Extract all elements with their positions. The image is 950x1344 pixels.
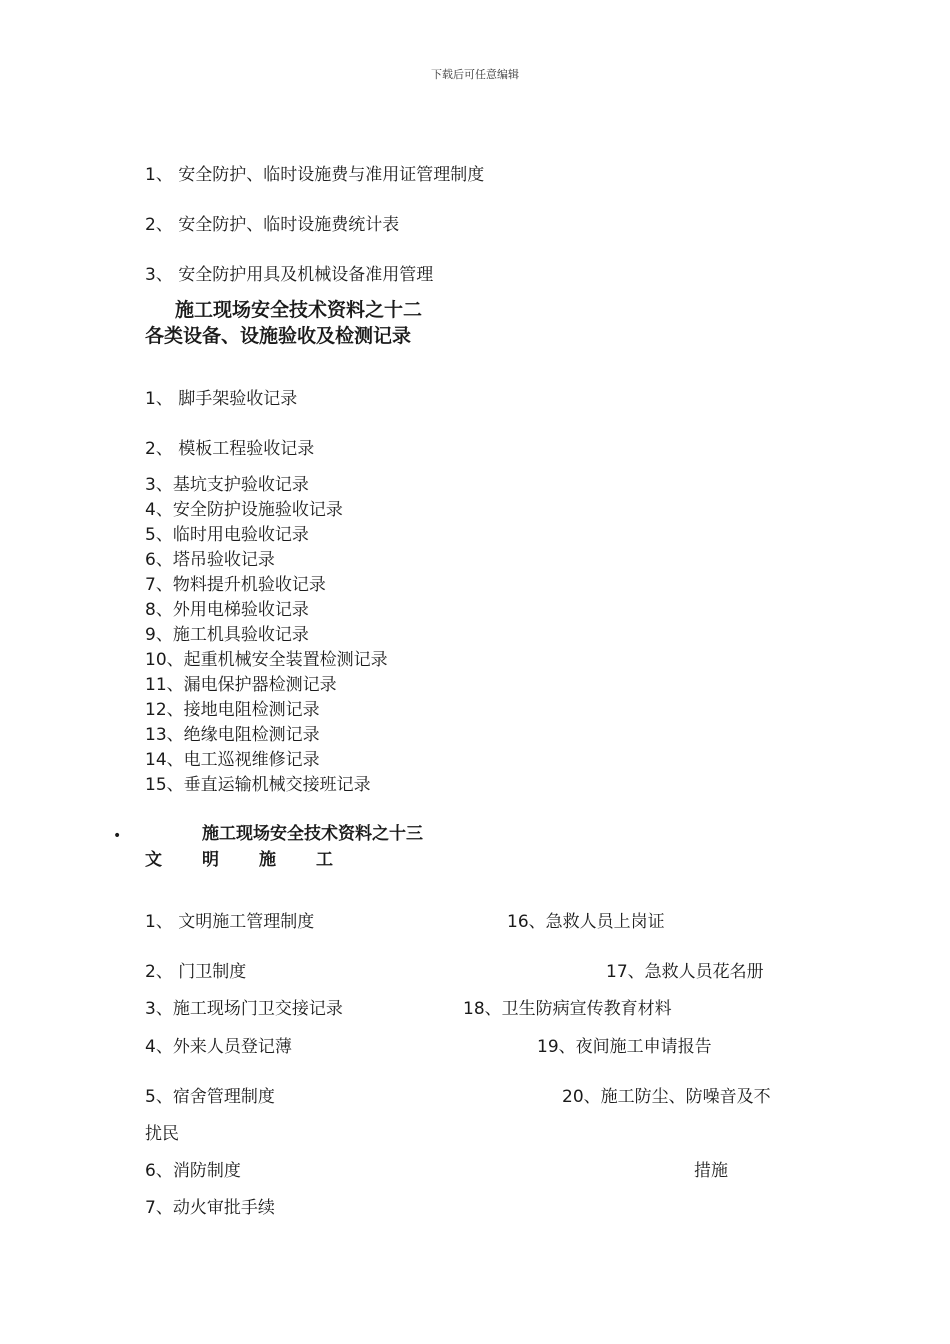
- list-item: 11、漏电保护器检测记录: [145, 675, 337, 695]
- list-item: 9、施工机具验收记录: [145, 625, 309, 645]
- list-item: 10、起重机械安全装置检测记录: [145, 650, 388, 670]
- list-item: 1、 安全防护、临时设施费与准用证管理制度: [145, 165, 485, 185]
- section-subtitle-char: 施: [259, 850, 276, 870]
- list-item: 4、外来人员登记薄: [145, 1037, 292, 1057]
- list-item: 8、外用电梯验收记录: [145, 600, 309, 620]
- list-item: 20、施工防尘、防噪音及不: [562, 1087, 771, 1107]
- list-item: 7、物料提升机验收记录: [145, 575, 326, 595]
- list-item-continuation: 扰民: [145, 1124, 179, 1144]
- list-item: 17、急救人员花名册: [606, 962, 764, 982]
- list-item: 6、塔吊验收记录: [145, 550, 275, 570]
- list-item: 1、 文明施工管理制度: [145, 912, 315, 932]
- section-title: 施工现场安全技术资料之十二: [175, 299, 423, 321]
- list-item: 6、消防制度: [145, 1161, 241, 1181]
- list-item: 16、急救人员上岗证: [507, 912, 665, 932]
- list-item: 14、电工巡视维修记录: [145, 750, 320, 770]
- section-subtitle-char: 明: [202, 850, 219, 870]
- list-item: 18、卫生防病宣传教育材料: [463, 999, 672, 1019]
- bullet-icon: •: [113, 828, 122, 844]
- list-item: 3、施工现场门卫交接记录: [145, 999, 343, 1019]
- list-item-continuation: 措施: [694, 1161, 728, 1181]
- section-subtitle-char: 文: [145, 850, 162, 870]
- page-header-note: 下载后可任意编辑: [431, 68, 519, 81]
- list-item: 3、 安全防护用具及机械设备准用管理: [145, 265, 434, 285]
- list-item: 12、接地电阻检测记录: [145, 700, 320, 720]
- list-item: 2、 安全防护、临时设施费统计表: [145, 215, 400, 235]
- list-item: 1、 脚手架验收记录: [145, 389, 298, 409]
- list-item: 15、垂直运输机械交接班记录: [145, 775, 371, 795]
- list-item: 4、安全防护设施验收记录: [145, 500, 343, 520]
- list-item: 5、临时用电验收记录: [145, 525, 309, 545]
- list-item: 2、 门卫制度: [145, 962, 247, 982]
- list-item: 2、 模板工程验收记录: [145, 439, 315, 459]
- section-title: 施工现场安全技术资料之十三: [202, 824, 423, 844]
- list-item: 3、基坑支护验收记录: [145, 475, 309, 495]
- section-subtitle: 各类设备、设施验收及检测记录: [145, 325, 412, 347]
- list-item: 19、夜间施工申请报告: [537, 1037, 712, 1057]
- list-item: 7、动火审批手续: [145, 1198, 275, 1218]
- section-subtitle-char: 工: [316, 850, 333, 870]
- list-item: 13、绝缘电阻检测记录: [145, 725, 320, 745]
- list-item: 5、宿舍管理制度: [145, 1087, 275, 1107]
